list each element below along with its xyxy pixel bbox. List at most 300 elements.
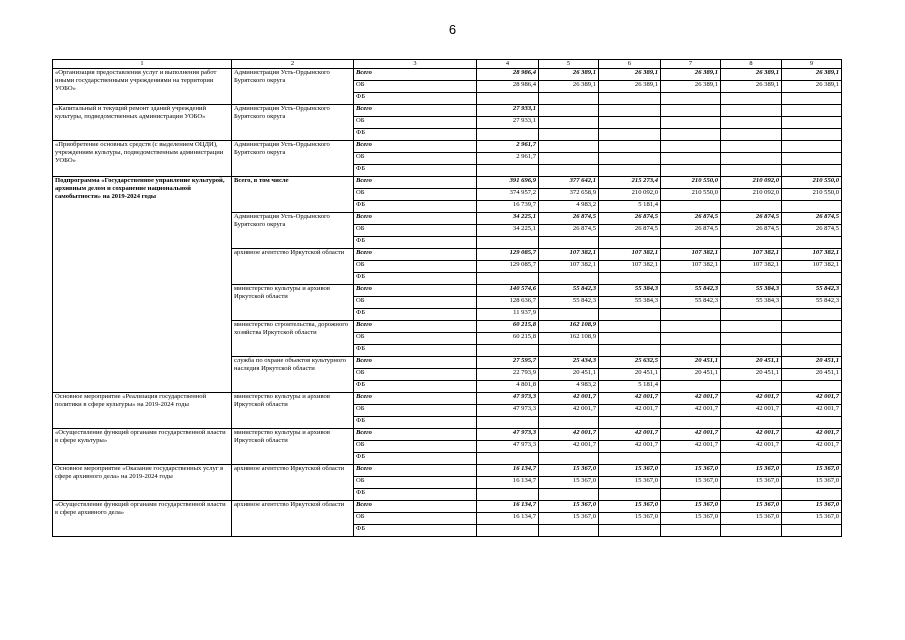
- amount-cell: [661, 152, 721, 164]
- amount-cell: [721, 344, 782, 356]
- amount-cell: 15 367,0: [721, 500, 782, 512]
- amount-cell: [539, 152, 599, 164]
- amount-cell: 5 181,4: [599, 380, 661, 392]
- amount-cell: [782, 416, 842, 428]
- executor-cell: министерство культуры и архивов Иркутской области: [232, 392, 354, 428]
- header-cell: 8: [721, 60, 782, 69]
- amount-cell: 42 001,7: [599, 428, 661, 440]
- funding-source-cell: Всего: [354, 212, 477, 224]
- header-cell: 1: [53, 60, 232, 69]
- amount-cell: 26 874,5: [661, 212, 721, 224]
- amount-cell: [782, 164, 842, 176]
- amount-cell: 55 384,3: [721, 284, 782, 296]
- amount-cell: 26 874,5: [782, 224, 842, 236]
- amount-cell: 15 367,0: [721, 476, 782, 488]
- amount-cell: 26 389,1: [599, 68, 661, 80]
- funding-source-cell: ОБ: [354, 224, 477, 236]
- amount-cell: 129 085,7: [477, 260, 539, 272]
- amount-cell: [661, 308, 721, 320]
- amount-cell: [539, 272, 599, 284]
- amount-cell: [782, 320, 842, 332]
- amount-cell: 26 389,1: [661, 68, 721, 80]
- funding-source-cell: ОБ: [354, 188, 477, 200]
- amount-cell: [599, 332, 661, 344]
- amount-cell: 15 367,0: [661, 476, 721, 488]
- amount-cell: 42 001,7: [782, 392, 842, 404]
- amount-cell: 42 001,7: [721, 404, 782, 416]
- funding-source-cell: Всего: [354, 140, 477, 152]
- funding-source-cell: ОБ: [354, 152, 477, 164]
- amount-cell: [539, 140, 599, 152]
- amount-cell: 26 389,1: [661, 80, 721, 92]
- amount-cell: [661, 128, 721, 140]
- amount-cell: [782, 140, 842, 152]
- amount-cell: [539, 236, 599, 248]
- amount-cell: 25 632,5: [599, 356, 661, 368]
- amount-cell: [477, 344, 539, 356]
- funding-source-cell: Всего: [354, 284, 477, 296]
- amount-cell: [661, 452, 721, 464]
- amount-cell: 15 367,0: [661, 512, 721, 524]
- header-cell: 4: [477, 60, 539, 69]
- amount-cell: 42 001,7: [599, 392, 661, 404]
- funding-source-cell: ФБ: [354, 488, 477, 500]
- amount-cell: [661, 380, 721, 392]
- amount-cell: 25 434,3: [539, 356, 599, 368]
- table-row: [53, 140, 842, 152]
- funding-source-cell: ОБ: [354, 368, 477, 380]
- amount-cell: 42 001,7: [782, 440, 842, 452]
- amount-cell: 16 134,7: [477, 500, 539, 512]
- amount-cell: [721, 236, 782, 248]
- amount-cell: 2 961,7: [477, 152, 539, 164]
- amount-cell: 15 367,0: [599, 512, 661, 524]
- amount-cell: [661, 92, 721, 104]
- amount-cell: 4 983,2: [539, 380, 599, 392]
- amount-cell: 15 367,0: [661, 500, 721, 512]
- amount-cell: [721, 116, 782, 128]
- amount-cell: [661, 164, 721, 176]
- amount-cell: [782, 200, 842, 212]
- amount-cell: [599, 236, 661, 248]
- amount-cell: [721, 104, 782, 116]
- amount-cell: [661, 140, 721, 152]
- funding-source-cell: Всего: [354, 428, 477, 440]
- amount-cell: 34 225,1: [477, 224, 539, 236]
- funding-source-cell: ОБ: [354, 512, 477, 524]
- amount-cell: [661, 524, 721, 536]
- amount-cell: 210 550,0: [782, 188, 842, 200]
- amount-cell: [721, 164, 782, 176]
- amount-cell: 42 001,7: [599, 404, 661, 416]
- amount-cell: [599, 524, 661, 536]
- amount-cell: 15 367,0: [661, 464, 721, 476]
- amount-cell: 20 451,1: [782, 356, 842, 368]
- amount-cell: 27 595,7: [477, 356, 539, 368]
- amount-cell: 42 001,7: [539, 392, 599, 404]
- executor-cell: архивное агентство Иркутской области: [232, 500, 354, 536]
- funding-source-cell: ФБ: [354, 236, 477, 248]
- amount-cell: [539, 92, 599, 104]
- header-cell: 2: [232, 60, 354, 69]
- amount-cell: [782, 104, 842, 116]
- amount-cell: 107 382,1: [599, 260, 661, 272]
- amount-cell: 55 384,3: [599, 284, 661, 296]
- table-row: [53, 68, 842, 80]
- header-cell: 5: [539, 60, 599, 69]
- funding-source-cell: ФБ: [354, 200, 477, 212]
- amount-cell: 26 874,5: [599, 212, 661, 224]
- amount-cell: 42 001,7: [599, 440, 661, 452]
- amount-cell: [661, 416, 721, 428]
- amount-cell: 128 636,7: [477, 296, 539, 308]
- amount-cell: 4 983,2: [539, 200, 599, 212]
- amount-cell: [782, 152, 842, 164]
- amount-cell: [539, 104, 599, 116]
- executor-cell: министерство культуры и архивов Иркутской области: [232, 428, 354, 464]
- amount-cell: 42 001,7: [539, 440, 599, 452]
- amount-cell: 26 389,1: [721, 80, 782, 92]
- amount-cell: [782, 128, 842, 140]
- amount-cell: 210 550,0: [782, 176, 842, 188]
- amount-cell: 16 134,7: [477, 476, 539, 488]
- amount-cell: [661, 320, 721, 332]
- header-cell: 9: [782, 60, 842, 69]
- funding-source-cell: Всего: [354, 176, 477, 188]
- amount-cell: 4 801,8: [477, 380, 539, 392]
- funding-source-cell: ОБ: [354, 332, 477, 344]
- amount-cell: [661, 116, 721, 128]
- amount-cell: 26 389,1: [599, 80, 661, 92]
- funding-source-cell: Всего: [354, 500, 477, 512]
- table-row: [53, 104, 842, 116]
- amount-cell: 16 134,7: [477, 464, 539, 476]
- amount-cell: [721, 200, 782, 212]
- amount-cell: [721, 320, 782, 332]
- amount-cell: [782, 272, 842, 284]
- funding-source-cell: ФБ: [354, 344, 477, 356]
- amount-cell: 28 986,4: [477, 80, 539, 92]
- activity-name-cell: «Капитальный и текущий ремонт зданий учреждений культуры, подведомственных администрации УОБО»: [53, 104, 232, 140]
- amount-cell: 26 389,1: [782, 80, 842, 92]
- amount-cell: [721, 488, 782, 500]
- amount-cell: 20 451,1: [661, 368, 721, 380]
- funding-source-cell: ФБ: [354, 308, 477, 320]
- executor-cell: Всего, в том числе: [232, 176, 354, 212]
- amount-cell: 47 973,3: [477, 392, 539, 404]
- amount-cell: [599, 308, 661, 320]
- funding-source-cell: Всего: [354, 248, 477, 260]
- activity-name-cell: Основное мероприятие «Реализация государственной политики в сфере культуры» на 2019-2024 годы: [53, 392, 232, 428]
- amount-cell: [539, 116, 599, 128]
- funding-source-cell: ФБ: [354, 164, 477, 176]
- amount-cell: [721, 140, 782, 152]
- amount-cell: 26 874,5: [661, 224, 721, 236]
- amount-cell: 34 225,1: [477, 212, 539, 224]
- amount-cell: 140 574,6: [477, 284, 539, 296]
- funding-source-cell: ФБ: [354, 92, 477, 104]
- amount-cell: [782, 236, 842, 248]
- amount-cell: 26 874,5: [721, 224, 782, 236]
- amount-cell: 42 001,7: [721, 428, 782, 440]
- amount-cell: [721, 452, 782, 464]
- amount-cell: 15 367,0: [782, 500, 842, 512]
- amount-cell: [661, 200, 721, 212]
- amount-cell: 26 389,1: [539, 80, 599, 92]
- table-row: [53, 392, 842, 404]
- amount-cell: 129 085,7: [477, 248, 539, 260]
- amount-cell: 42 001,7: [539, 428, 599, 440]
- header-row: [53, 60, 842, 69]
- amount-cell: 42 001,7: [721, 440, 782, 452]
- amount-cell: 162 108,9: [539, 320, 599, 332]
- amount-cell: 210 550,0: [661, 188, 721, 200]
- funding-source-cell: ОБ: [354, 296, 477, 308]
- amount-cell: 20 451,1: [782, 368, 842, 380]
- amount-cell: [721, 128, 782, 140]
- amount-cell: 107 382,1: [599, 248, 661, 260]
- amount-cell: 2 961,7: [477, 140, 539, 152]
- amount-cell: [477, 488, 539, 500]
- amount-cell: [599, 344, 661, 356]
- amount-cell: [721, 416, 782, 428]
- amount-cell: [539, 164, 599, 176]
- amount-cell: 42 001,7: [539, 404, 599, 416]
- header-cell: 7: [661, 60, 721, 69]
- amount-cell: [661, 104, 721, 116]
- amount-cell: 42 001,7: [661, 392, 721, 404]
- amount-cell: [599, 272, 661, 284]
- amount-cell: [539, 344, 599, 356]
- amount-cell: 20 451,1: [721, 356, 782, 368]
- amount-cell: 42 001,7: [661, 440, 721, 452]
- amount-cell: 107 382,1: [721, 260, 782, 272]
- amount-cell: 20 451,1: [539, 368, 599, 380]
- amount-cell: 55 384,3: [599, 296, 661, 308]
- amount-cell: [782, 380, 842, 392]
- table-row: [53, 500, 842, 512]
- amount-cell: [599, 128, 661, 140]
- table-row: [53, 428, 842, 440]
- amount-cell: 107 382,1: [661, 248, 721, 260]
- amount-cell: [721, 272, 782, 284]
- executor-cell: министерство культуры и архивов Иркутской области: [232, 284, 354, 320]
- amount-cell: 215 273,4: [599, 176, 661, 188]
- funding-source-cell: ФБ: [354, 272, 477, 284]
- amount-cell: [477, 164, 539, 176]
- amount-cell: 20 451,1: [599, 368, 661, 380]
- amount-cell: 16 134,7: [477, 512, 539, 524]
- amount-cell: [721, 152, 782, 164]
- amount-cell: [599, 416, 661, 428]
- funding-source-cell: ФБ: [354, 524, 477, 536]
- amount-cell: [782, 344, 842, 356]
- table-row: [53, 176, 842, 188]
- amount-cell: 26 389,1: [721, 68, 782, 80]
- amount-cell: 16 739,7: [477, 200, 539, 212]
- amount-cell: 42 001,7: [721, 392, 782, 404]
- amount-cell: 55 842,3: [782, 296, 842, 308]
- amount-cell: [599, 488, 661, 500]
- funding-source-cell: ФБ: [354, 416, 477, 428]
- amount-cell: 15 367,0: [721, 464, 782, 476]
- amount-cell: 20 451,1: [661, 356, 721, 368]
- amount-cell: 60 215,8: [477, 332, 539, 344]
- activity-name-cell: «Приобретение основных средств (с выделением ОЦДИ), учреждениям культуры, подведомственным администрации УОБО»: [53, 140, 232, 176]
- activity-name-cell: «Осуществление функций органами государственной власти в сфере культуры»: [53, 428, 232, 464]
- amount-cell: [539, 488, 599, 500]
- funding-source-cell: Всего: [354, 320, 477, 332]
- amount-cell: 28 986,4: [477, 68, 539, 80]
- funding-source-cell: Всего: [354, 356, 477, 368]
- page-number: 6: [448, 22, 457, 37]
- amount-cell: 107 382,1: [721, 248, 782, 260]
- amount-cell: 107 382,1: [782, 248, 842, 260]
- executor-cell: архивное агентство Иркутской области: [232, 248, 354, 284]
- amount-cell: [661, 236, 721, 248]
- amount-cell: 26 874,5: [782, 212, 842, 224]
- funding-source-cell: ОБ: [354, 476, 477, 488]
- amount-cell: 5 181,4: [599, 200, 661, 212]
- amount-cell: [782, 116, 842, 128]
- amount-cell: 15 367,0: [599, 500, 661, 512]
- executor-cell: министерство строительства, дорожного хозяйства Иркутской области: [232, 320, 354, 356]
- amount-cell: 55 384,3: [721, 296, 782, 308]
- amount-cell: 42 001,7: [661, 404, 721, 416]
- amount-cell: 55 842,3: [539, 284, 599, 296]
- amount-cell: 210 092,0: [721, 176, 782, 188]
- funding-source-cell: ФБ: [354, 380, 477, 392]
- amount-cell: 374 957,2: [477, 188, 539, 200]
- amount-cell: [539, 452, 599, 464]
- amount-cell: 55 842,3: [661, 284, 721, 296]
- amount-cell: 42 001,7: [782, 428, 842, 440]
- funding-source-cell: ОБ: [354, 440, 477, 452]
- amount-cell: 60 215,8: [477, 320, 539, 332]
- amount-cell: [599, 92, 661, 104]
- amount-cell: 55 842,3: [539, 296, 599, 308]
- amount-cell: 377 642,1: [539, 176, 599, 188]
- amount-cell: 26 389,1: [782, 68, 842, 80]
- activity-name-cell: Подпрограмма «Государственное управление культурой, архивным делом и сохранение национальной самобытности» на 2019-2024 годы: [53, 176, 232, 392]
- amount-cell: [721, 92, 782, 104]
- amount-cell: 15 367,0: [782, 464, 842, 476]
- amount-cell: 107 382,1: [782, 260, 842, 272]
- amount-cell: [477, 128, 539, 140]
- executor-cell: Администрация Усть-Ордынского Бурятского округа: [232, 212, 354, 248]
- amount-cell: 26 874,5: [599, 224, 661, 236]
- amount-cell: 15 367,0: [539, 500, 599, 512]
- amount-cell: 42 001,7: [782, 404, 842, 416]
- amount-cell: [539, 416, 599, 428]
- amount-cell: [721, 380, 782, 392]
- funding-source-cell: ОБ: [354, 80, 477, 92]
- amount-cell: 15 367,0: [539, 476, 599, 488]
- funding-source-cell: ОБ: [354, 116, 477, 128]
- funding-source-cell: ОБ: [354, 404, 477, 416]
- amount-cell: [477, 452, 539, 464]
- amount-cell: 210 550,0: [661, 176, 721, 188]
- budget-table: [52, 59, 842, 537]
- amount-cell: [599, 140, 661, 152]
- amount-cell: [477, 92, 539, 104]
- amount-cell: [477, 272, 539, 284]
- amount-cell: 15 367,0: [539, 512, 599, 524]
- activity-name-cell: «Осуществление функций органами государственной власти в сфере архивного дела»: [53, 500, 232, 536]
- amount-cell: 15 367,0: [599, 476, 661, 488]
- header-cell: 6: [599, 60, 661, 69]
- executor-cell: архивное агентство Иркутской области: [232, 464, 354, 500]
- amount-cell: [661, 272, 721, 284]
- funding-source-cell: ОБ: [354, 260, 477, 272]
- amount-cell: 27 933,1: [477, 104, 539, 116]
- funding-source-cell: Всего: [354, 392, 477, 404]
- amount-cell: [661, 332, 721, 344]
- amount-cell: 20 451,1: [721, 368, 782, 380]
- amount-cell: 47 973,3: [477, 404, 539, 416]
- amount-cell: 47 973,3: [477, 440, 539, 452]
- amount-cell: 15 367,0: [782, 476, 842, 488]
- amount-cell: [477, 416, 539, 428]
- executor-cell: Администрация Усть-Ордынского Бурятского округа: [232, 104, 354, 140]
- amount-cell: [782, 92, 842, 104]
- amount-cell: 391 696,9: [477, 176, 539, 188]
- header-cell: 3: [354, 60, 477, 69]
- amount-cell: 11 937,9: [477, 308, 539, 320]
- funding-source-cell: ФБ: [354, 452, 477, 464]
- amount-cell: 210 092,0: [599, 188, 661, 200]
- amount-cell: [539, 128, 599, 140]
- amount-cell: [599, 164, 661, 176]
- amount-cell: [599, 104, 661, 116]
- amount-cell: 107 382,1: [661, 260, 721, 272]
- amount-cell: 210 092,0: [721, 188, 782, 200]
- funding-source-cell: Всего: [354, 464, 477, 476]
- amount-cell: [477, 524, 539, 536]
- amount-cell: [782, 332, 842, 344]
- activity-name-cell: Основное мероприятие «Оказание государственных услуг в сфере архивного дела» на 2019-2024 годы: [53, 464, 232, 500]
- activity-name-cell: «Организация предоставления услуг и выполнения работ иными государственными учреждениями на территории УОБО»: [53, 68, 232, 104]
- executor-cell: Администрация Усть-Ордынского Бурятского округа: [232, 140, 354, 176]
- amount-cell: [661, 488, 721, 500]
- amount-cell: [782, 308, 842, 320]
- amount-cell: 55 842,3: [661, 296, 721, 308]
- executor-cell: служба по охране объектов культурного наследия Иркутской области: [232, 356, 354, 392]
- table-row: [53, 464, 842, 476]
- amount-cell: 15 367,0: [782, 512, 842, 524]
- amount-cell: 26 874,5: [539, 224, 599, 236]
- amount-cell: 15 367,0: [721, 512, 782, 524]
- amount-cell: [721, 524, 782, 536]
- amount-cell: 162 108,9: [539, 332, 599, 344]
- amount-cell: 42 001,7: [661, 428, 721, 440]
- amount-cell: [782, 488, 842, 500]
- amount-cell: 15 367,0: [539, 464, 599, 476]
- amount-cell: [599, 452, 661, 464]
- amount-cell: 26 874,5: [539, 212, 599, 224]
- amount-cell: [599, 320, 661, 332]
- amount-cell: [782, 452, 842, 464]
- amount-cell: 26 874,5: [721, 212, 782, 224]
- amount-cell: 372 658,9: [539, 188, 599, 200]
- amount-cell: 107 382,1: [539, 260, 599, 272]
- funding-source-cell: ФБ: [354, 128, 477, 140]
- amount-cell: 26 389,1: [539, 68, 599, 80]
- amount-cell: [599, 152, 661, 164]
- amount-cell: [782, 524, 842, 536]
- executor-cell: Администрация Усть-Ордынского Бурятского округа: [232, 68, 354, 104]
- amount-cell: [661, 344, 721, 356]
